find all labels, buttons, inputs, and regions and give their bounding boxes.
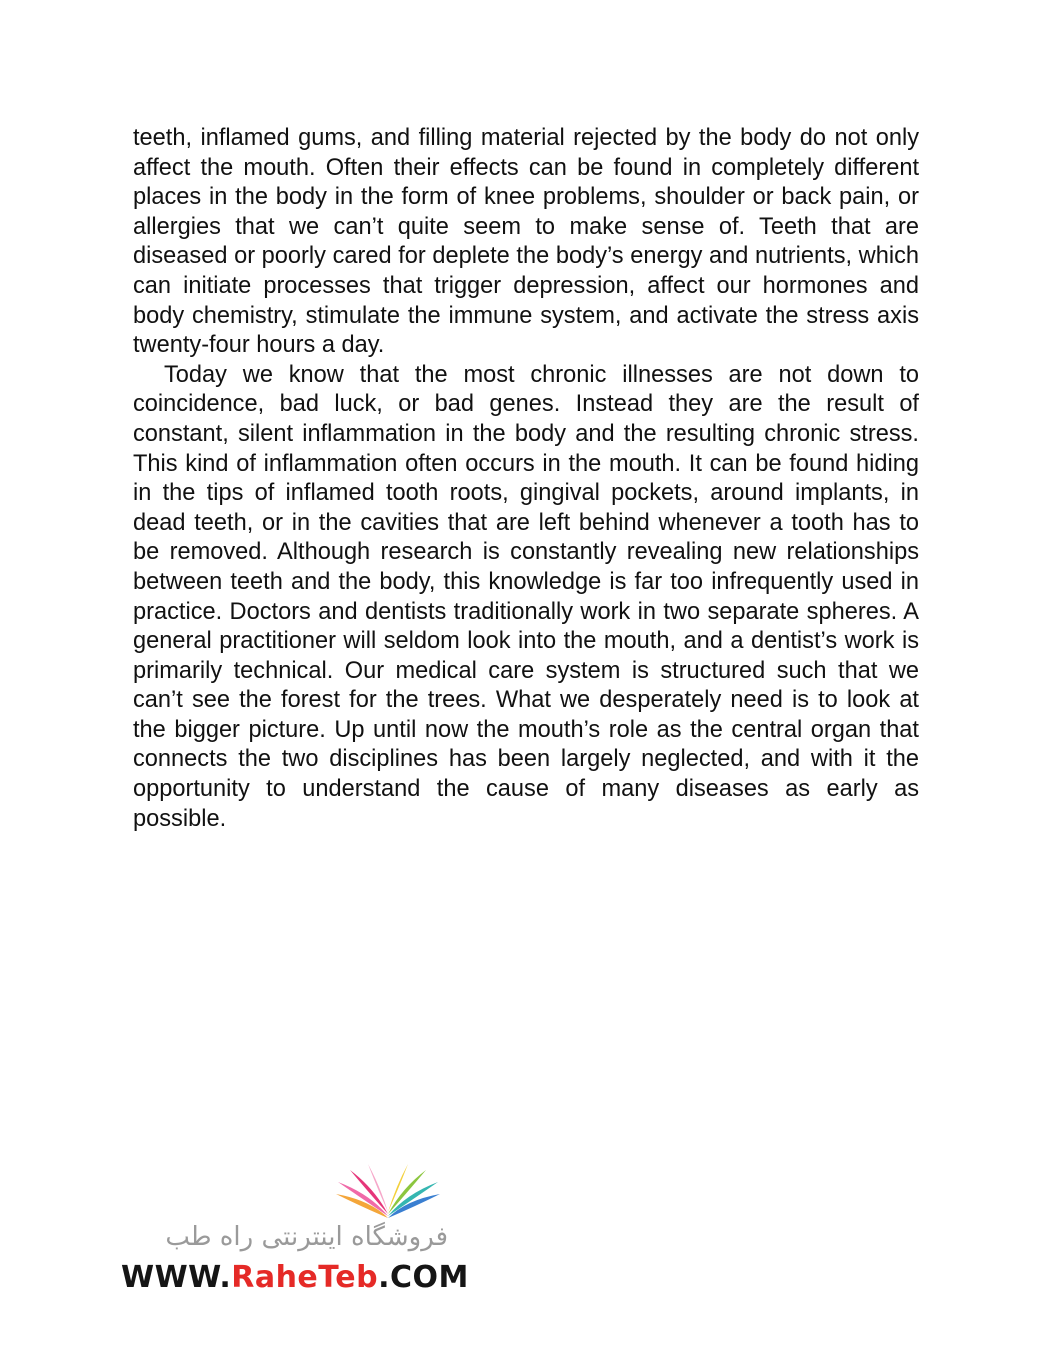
- paragraph-2: Today we know that the most chronic illnesses are not down to coincidence, bad luck, or bad genes. Instead they are the result of constant, silent inflammation in the body and the resulting chronic stress. This kind of inflammation often occurs in the mouth. It can be found hiding in the tips of inflamed tooth roots, gingival pockets, around implants, in dead teeth, or in the cavities that are left behind whenever a tooth has to be removed. Although research is constantly revealing new relationships between teeth and the body, this knowledge is far too infrequently used in practice. Doctors and dentists traditionally work in two separate spheres. A general practitioner will seldom look into the mouth, and a dentist’s work is primarily technical. Our medical care system is structured such that we can’t see the forest for the trees. What we desperately need is to look at the bigger picture. Up until now the mouth’s role as the central organ that connects the two disciplines has been largely neglected, and with it the opportunity to understand the cause of many diseases as early as possible.: [133, 361, 919, 832]
- watermark-url-suffix: .COM: [378, 1260, 469, 1295]
- watermark-store-name: فروشگاه اینترنتی راه طب: [165, 1222, 448, 1252]
- watermark: [118, 1160, 469, 1300]
- watermark-url-brand: RaheTeb: [231, 1260, 379, 1295]
- body-text: [133, 124, 919, 834]
- paragraph-1: teeth, inflamed gums, and filling material rejected by the body do not only affect the mouth. Often their effects can be found in completely different places in the body in the form of knee problems, shoulder or back pain, or allergies that we can’t quite seem to make sense of. Teeth that are diseased or poorly cared for deplete the body’s energy and nutrients, which can initiate processes that trigger depression, affect our hormones and body chemistry, stimulate the immune system, and activate the stress axis twenty-four hours a day.: [133, 125, 919, 359]
- watermark-url-prefix: WWW.: [121, 1260, 232, 1295]
- open-book-rainbow-icon: [330, 1160, 446, 1220]
- watermark-url: [121, 1260, 469, 1295]
